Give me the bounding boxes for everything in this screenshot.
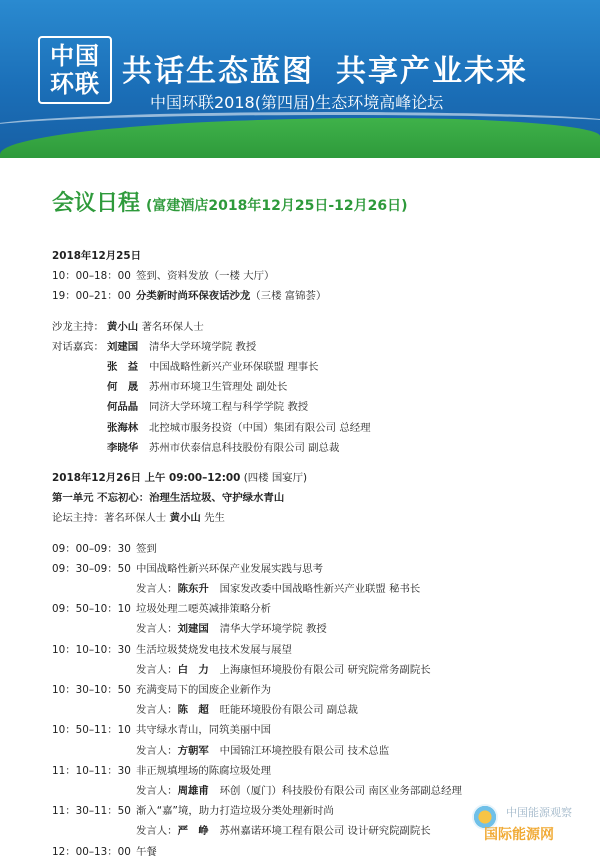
agenda-topic: 非正规填埋场的陈腐垃圾处理 <box>136 764 272 777</box>
forum-host <box>52 508 572 528</box>
agenda-item <box>52 761 572 781</box>
speaker-name: 刘建国 <box>177 623 209 636</box>
day2-date <box>52 468 572 488</box>
speaker-label: 发言人： <box>136 744 178 757</box>
speaker-label: 发言人： <box>136 825 178 838</box>
agenda-item <box>52 559 572 579</box>
item-time: 10：00–18：00 <box>52 270 131 283</box>
guest-name: 何 晟 <box>107 381 139 394</box>
logo-line2: 环联 <box>50 70 100 98</box>
speaker-org: 国家发改委中国战略性新兴产业联盟 秘书长 <box>219 583 421 596</box>
agenda-time: 11：30–11：50 <box>52 805 131 818</box>
day1-item <box>52 286 572 306</box>
slogan <box>122 46 582 90</box>
speaker-org: 旺能环境股份有限公司 副总裁 <box>219 704 358 717</box>
salon-host <box>52 317 572 337</box>
schedule-content <box>52 246 572 862</box>
guest-desc: 清华大学环境学院 教授 <box>149 340 257 353</box>
speaker-org: 环创（厦门）科技股份有限公司 南区业务部副总经理 <box>219 785 462 798</box>
agenda-time: 11：10–11：30 <box>52 764 131 777</box>
forum-host-suffix: 先生 <box>204 512 225 525</box>
guest-row <box>52 418 572 438</box>
agenda-topic: 签到 <box>136 542 157 555</box>
guest-label: 对话嘉宾： <box>52 340 104 353</box>
slogan-part1: 共话生态蓝图 <box>122 54 314 89</box>
agenda-item <box>52 720 572 740</box>
guest-name: 张 益 <box>107 361 139 374</box>
agenda-speaker-row <box>52 700 572 720</box>
guest-row <box>52 397 572 417</box>
watermark-line1: 中国能源观察 <box>506 806 572 819</box>
day2-date-text: 2018年12月26日 上午 09:00–12:00 <box>52 472 241 485</box>
item-time: 19：00–21：00 <box>52 290 131 303</box>
guest-desc: 同济大学环境工程与科学学院 教授 <box>149 401 309 414</box>
agenda-time: 10：30–10：50 <box>52 684 131 697</box>
speaker-label: 发言人： <box>136 583 178 596</box>
guest-name: 刘建国 <box>107 340 139 353</box>
guest-name: 何品晶 <box>107 401 139 414</box>
schedule-title <box>52 186 408 217</box>
guest-row <box>52 438 572 458</box>
speaker-name: 陈东升 <box>177 583 209 596</box>
header-banner <box>0 0 600 158</box>
speaker-name: 周雄甫 <box>177 785 209 798</box>
watermark-line2: 国际能源网 <box>484 827 554 843</box>
agenda-item <box>52 599 572 619</box>
agenda-item <box>52 640 572 660</box>
day1-date: 2018年12月25日 <box>52 250 142 262</box>
watermark <box>472 800 600 848</box>
forum-subtitle: 中国环联2018(第四届)生态环境高峰论坛 <box>150 93 444 112</box>
agenda-topic: 充满变局下的国废企业新作为 <box>136 684 272 697</box>
guest-row <box>52 337 572 357</box>
guest-desc: 苏州市环境卫生管理处 副处长 <box>149 381 288 394</box>
speaker-label: 发言人： <box>136 663 178 676</box>
day2-venue: (四楼 国宴厅) <box>243 472 308 485</box>
schedule-title-sub: (富建酒店2018年12月25日-12月26日) <box>146 198 408 214</box>
logo-line1: 中国 <box>50 42 100 70</box>
agenda-item <box>52 539 572 559</box>
host-label: 沙龙主持： <box>52 320 104 333</box>
item-text: 签到、资料发放（一楼 大厅） <box>136 270 275 283</box>
agenda-time: 09：30–09：50 <box>52 562 131 575</box>
slogan-part2: 共享产业未来 <box>336 54 528 89</box>
speaker-label: 发言人： <box>136 623 178 636</box>
guest-row <box>52 377 572 397</box>
guest-row <box>52 357 572 377</box>
schedule-title-main: 会议日程 <box>52 191 141 216</box>
host-desc: 著名环保人士 <box>141 320 204 333</box>
speaker-name: 白 力 <box>177 663 209 676</box>
item-extra: （三楼 富锦荟） <box>250 290 327 303</box>
guest-name: 张海林 <box>107 421 139 434</box>
agenda-time: 10：50–11：10 <box>52 724 131 737</box>
speaker-name: 陈 超 <box>177 704 209 717</box>
agenda-time: 09：50–10：10 <box>52 603 131 616</box>
agenda-time: 10：10–10：30 <box>52 643 131 656</box>
agenda-speaker-row <box>52 579 572 599</box>
guest-name: 李晓华 <box>107 441 139 454</box>
guest-desc: 苏州市伏泰信息科技股份有限公司 副总裁 <box>149 441 340 454</box>
guest-desc: 中国战略性新兴产业环保联盟 理事长 <box>149 361 319 374</box>
speaker-org: 苏州嘉诺环境工程有限公司 设计研究院副院长 <box>219 825 431 838</box>
agenda-time: 09：00–09：30 <box>52 542 131 555</box>
agenda-topic: 生活垃圾焚烧发电技术发展与展望 <box>136 643 292 656</box>
forum-host-name: 黄小山 <box>169 512 201 525</box>
guest-desc: 北控城市服务投资（中国）集团有限公司 总经理 <box>149 421 371 434</box>
day1-item <box>52 266 572 286</box>
speaker-name: 严 峥 <box>177 825 209 838</box>
logo <box>38 36 112 104</box>
agenda-speaker-row <box>52 781 572 801</box>
agenda-topic: 午餐 <box>136 845 157 858</box>
agenda-topic: 中国战略性新兴环保产业发展实践与思考 <box>136 562 324 575</box>
agenda-topic: 共守绿水青山，同筑美丽中国 <box>136 724 272 737</box>
forum-host-label: 论坛主持：著名环保人士 <box>52 512 167 525</box>
item-text: 分类新时尚环保夜话沙龙 <box>136 290 251 303</box>
speaker-name: 方朝军 <box>177 744 209 757</box>
agenda-time: 12：00–13：00 <box>52 845 131 858</box>
speaker-org: 上海康恒环境股份有限公司 研究院常务副院长 <box>219 663 431 676</box>
host-name: 黄小山 <box>107 320 139 333</box>
speaker-org: 中国锦江环境控股有限公司 技术总监 <box>219 744 390 757</box>
agenda-speaker-row <box>52 619 572 639</box>
agenda-speaker-row <box>52 741 572 761</box>
agenda-topic: 渐入“嘉”境，助力打造垃圾分类处理新时尚 <box>136 805 334 818</box>
agenda-speaker-row <box>52 660 572 680</box>
unit-title: 第一单元 不忘初心：治理生活垃圾、守护绿水青山 <box>52 492 285 505</box>
agenda-item <box>52 680 572 700</box>
speaker-label: 发言人： <box>136 785 178 798</box>
speaker-org: 清华大学环境学院 教授 <box>219 623 327 636</box>
speaker-label: 发言人： <box>136 704 178 717</box>
agenda-topic: 垃圾处理二噁英减排策略分析 <box>136 603 272 616</box>
